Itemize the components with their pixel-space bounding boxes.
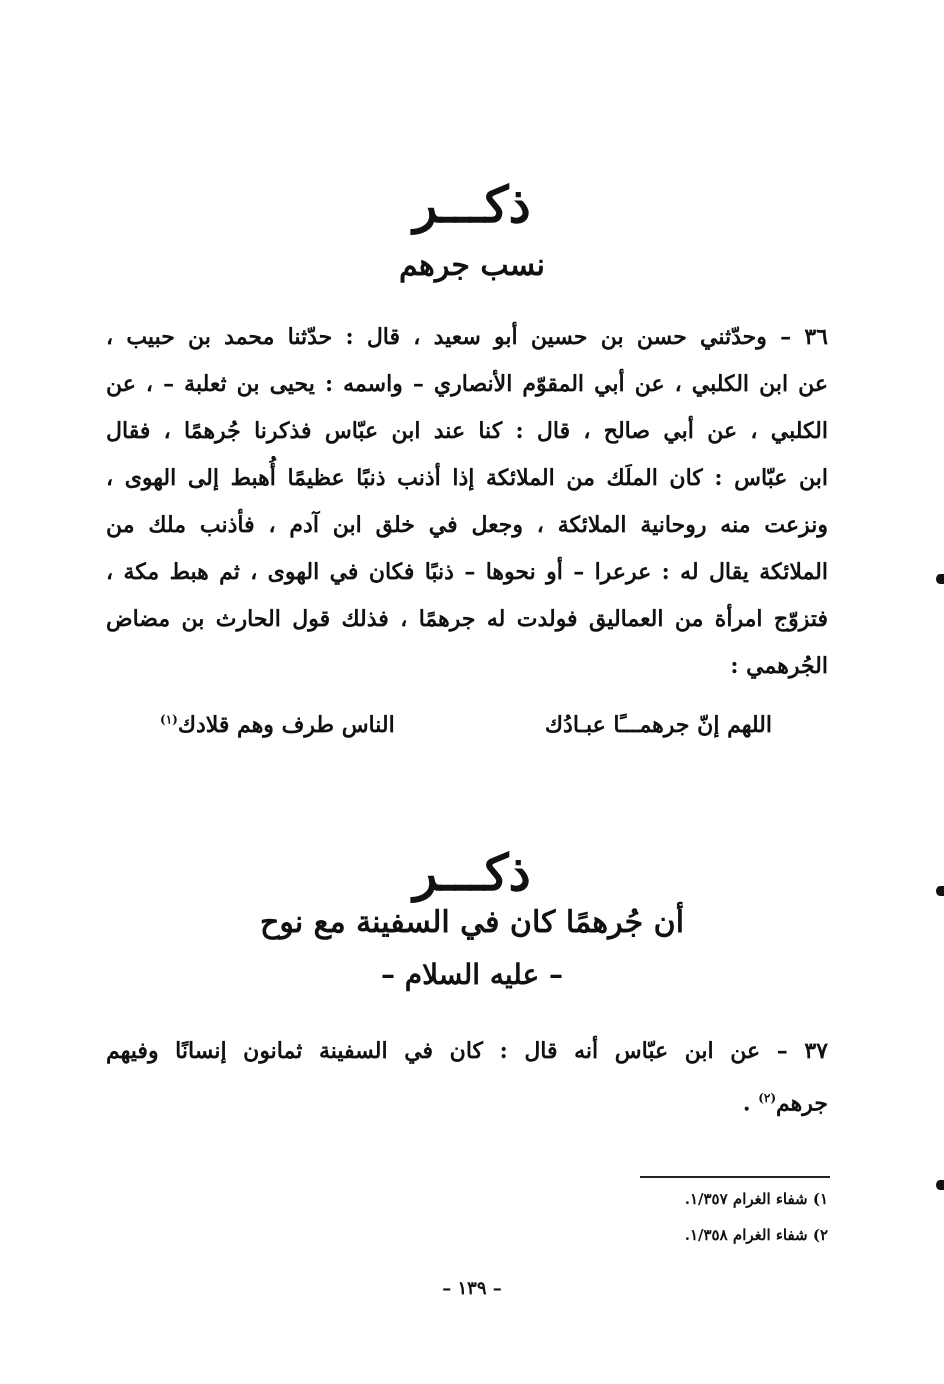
section-marker-2: ذكـــر xyxy=(413,843,531,902)
scan-edge-mark xyxy=(936,886,944,896)
text-line: ابن عبّاس : كان الملَك من الملائكة إذا أذنب ذنبًا عظيمًا أُهبط إلى الهوى ، xyxy=(106,465,828,491)
text-line: ونزعت منه روحانية الملائكة ، وجعل في خلق ابن آدم ، فأذنب ملك من xyxy=(106,512,828,538)
text-line: فتزوّج امرأة من العماليق فولدت له جرهمًا ، فذلك قول الحارث بن مضاض xyxy=(106,606,828,632)
section-marker-1: ذكـــر xyxy=(413,175,531,234)
footnote-ref-1: (١) xyxy=(160,712,178,727)
paragraph-37 xyxy=(106,1028,828,1122)
verse-first-hemistich: اللهم إنّ جرهمـــًا عبـادُك xyxy=(544,712,772,738)
text-line: عن ابن الكلبي ، عن أبي المقوّم الأنصاري – واسمه : يحيى بن ثعلبة – ، عن xyxy=(106,371,828,397)
page-number: – ١٣٩ – xyxy=(442,1278,502,1299)
scan-edge-mark xyxy=(936,574,944,584)
text-line: جرهم$^{(٢)}$ . xyxy=(742,1090,828,1117)
footnote-ref-2: (٢) xyxy=(758,1091,777,1105)
verse-second-hemistich: الناس طرف وهم قلادك$^{(١)}$ xyxy=(160,712,395,738)
text-line: الكلبي ، عن أبي صالح ، قال : كنا عند ابن عبّاس فذكرنا جُرهمًا ، فقال xyxy=(106,418,828,444)
text-line: الجُرهمي : xyxy=(730,653,828,679)
paragraph-36 xyxy=(106,314,828,690)
section-title-1: نسب جرهم xyxy=(399,248,545,283)
section-title-2-line2: – عليه السلام – xyxy=(380,958,563,991)
footnote-1: ١) شفاء الغرام ١/٣٥٧. xyxy=(684,1190,828,1208)
footnote-separator xyxy=(640,1176,830,1178)
scan-edge-mark xyxy=(936,1180,944,1190)
section-title-2-line1: أن جُرهمًا كان في السفينة مع نوح xyxy=(259,905,685,940)
poetry-verse xyxy=(160,712,772,738)
text-line: ٣٦ – وحدّثني حسن بن حسين أبو سعيد ، قال : حدّثنا محمد بن حبيب ، xyxy=(106,324,828,350)
text-line: ٣٧ – عن ابن عبّاس أنه قال : كان في السفينة ثمانون إنسانًا وفيهم xyxy=(106,1038,828,1064)
footnote-2: ٢) شفاء الغرام ١/٣٥٨. xyxy=(684,1226,828,1244)
text-line: الملائكة يقال له : عرعرا – أو نحوها – ذنبًا فكان في الهوى ، ثم هبط مكة ، xyxy=(106,559,828,585)
